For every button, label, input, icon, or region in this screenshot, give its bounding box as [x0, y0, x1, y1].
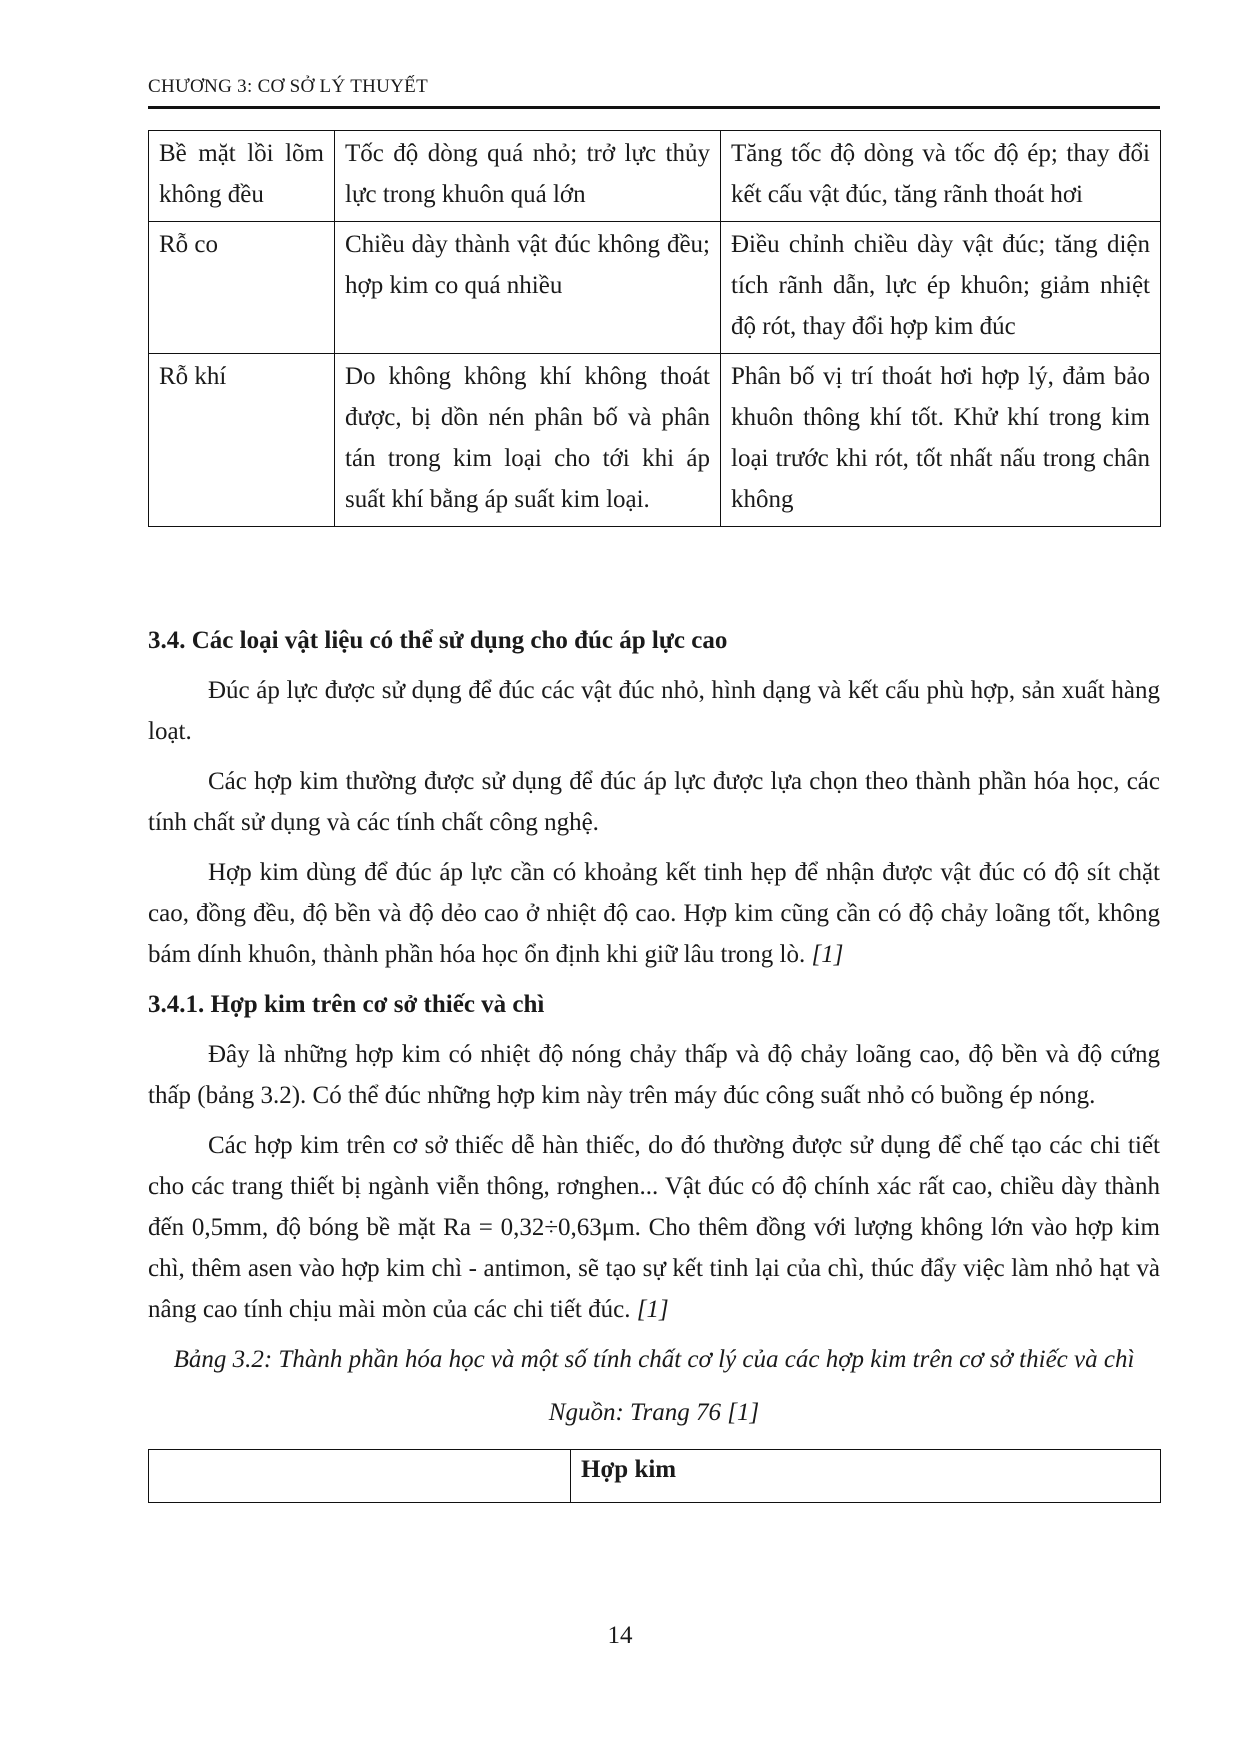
table-row	[149, 131, 1161, 222]
section-heading-3-4-1: 3.4.1. Hợp kim trên cơ sở thiếc và chì	[148, 991, 545, 1018]
paragraph-text: Các hợp kim trên cơ sở thiếc dễ hàn thiếc, do đó thường được sử dụng để chế tạo các chi tiết cho các trang thiết bị ngành viễn thông, rơnghen... Vật đúc có độ chính xác rất cao, chiều dày thành đến 0,5mm, độ bóng bề mặt Ra = 0,32÷0,63μm. Cho thêm đồng với lượng không lớn vào hợp kim chì, thêm asen vào hợp kim chì - antimon, sẽ tạo sự kết tinh lại của chì, thúc đẩy việc làm nhỏ hạt và nâng cao tính chịu mài mòn của các chi tiết đúc.	[148, 1132, 1160, 1323]
section-heading-3-4: 3.4. Các loại vật liệu có thể sử dụng cho đúc áp lực cao	[148, 627, 728, 654]
header-cell-alloy: Hợp kim	[571, 1450, 1161, 1503]
remedy-cell: Tăng tốc độ dòng và tốc độ ép; thay đổi kết cấu vật đúc, tăng rãnh thoát hơi	[721, 131, 1161, 222]
paragraph: Đây là những hợp kim có nhiệt độ nóng chảy thấp và độ chảy loãng cao, độ bền và độ cứng thấp (bảng 3.2). Có thể đúc những hợp kim này trên máy đúc công suất nhỏ có buồng ép nóng.	[148, 1041, 1160, 1109]
remedy-cell: Phân bố vị trí thoát hơi hợp lý, đảm bảo khuôn thông khí tốt. Khử khí trong kim loại trước khi rót, tốt nhất nấu trong chân không	[721, 354, 1161, 527]
defect-cell: Rỗ co	[149, 222, 335, 354]
defect-cell: Bề mặt lồi lõm không đều	[149, 131, 335, 222]
paragraph: Đúc áp lực được sử dụng để đúc các vật đúc nhỏ, hình dạng và kết cấu phù hợp, sản xuất hàng loạt.	[148, 677, 1160, 745]
table-row	[149, 354, 1161, 527]
alloy-table	[148, 1449, 1161, 1503]
page-number: 14	[607, 1622, 633, 1649]
table-source: Nguồn: Trang 76 [1]	[548, 1399, 760, 1426]
header-rule	[148, 106, 1160, 109]
chapter-header: CHƯƠNG 3: CƠ SỞ LÝ THUYẾT	[148, 76, 428, 97]
table-row	[149, 1450, 1161, 1503]
citation: [1]	[636, 1296, 669, 1323]
cause-cell: Chiều dày thành vật đúc không đều; hợp kim co quá nhiều	[335, 222, 721, 354]
paragraph	[148, 1125, 1160, 1330]
table-caption: Bảng 3.2: Thành phần hóa học và một số tính chất cơ lý của các hợp kim trên cơ sở thiếc và chì	[173, 1346, 1135, 1373]
paragraph-text: Hợp kim dùng để đúc áp lực cần có khoảng kết tinh hẹp để nhận được vật đúc có độ sít chặt cao, đồng đều, độ bền và độ dẻo cao ở nhiệt độ cao. Hợp kim cũng cần có độ chảy loãng tốt, không bám dính khuôn, thành phần hóa học ổn định khi giữ lâu trong lò.	[148, 859, 1160, 968]
paragraph: Các hợp kim thường được sử dụng để đúc áp lực được lựa chọn theo thành phần hóa học, các tính chất sử dụng và các tính chất công nghệ.	[148, 768, 1160, 836]
cause-cell: Tốc độ dòng quá nhỏ; trở lực thủy lực trong khuôn quá lớn	[335, 131, 721, 222]
defect-table	[148, 130, 1161, 527]
paragraph	[148, 852, 1160, 975]
header-cell-empty	[149, 1450, 571, 1503]
remedy-cell: Điều chỉnh chiều dày vật đúc; tăng diện tích rãnh dẫn, lực ép khuôn; giảm nhiệt độ rót, thay đổi hợp kim đúc	[721, 222, 1161, 354]
cause-cell: Do không không khí không thoát được, bị dồn nén phân bố và phân tán trong kim loại cho tới khi áp suất khí bằng áp suất kim loại.	[335, 354, 721, 527]
table-row	[149, 222, 1161, 354]
body-content	[148, 620, 1160, 1503]
defect-cell: Rỗ khí	[149, 354, 335, 527]
citation: [1]	[811, 941, 844, 968]
